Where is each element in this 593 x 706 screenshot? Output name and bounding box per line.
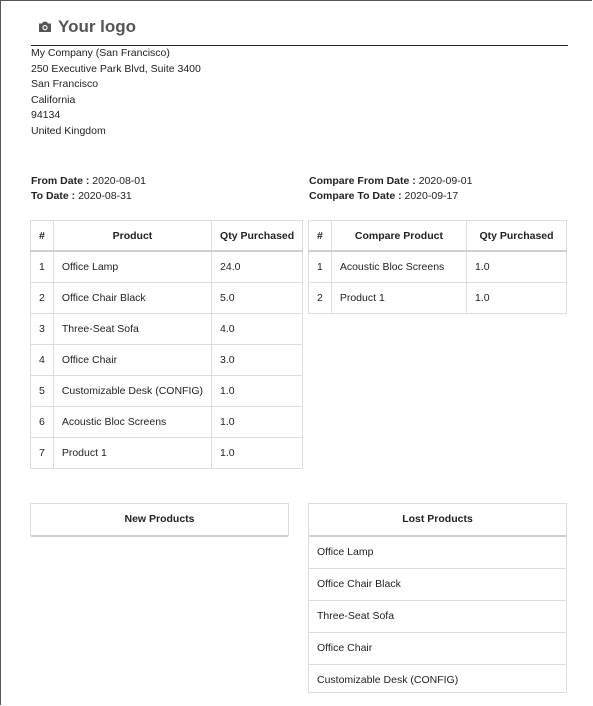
cell-product: Three-Seat Sofa bbox=[53, 314, 211, 345]
column-header-index: # bbox=[309, 221, 332, 252]
cell-index: 7 bbox=[31, 438, 54, 469]
list-item: Three-Seat Sofa bbox=[309, 601, 566, 633]
cell-product: Acoustic Bloc Screens bbox=[53, 407, 211, 438]
cell-index: 4 bbox=[31, 345, 54, 376]
table-row bbox=[31, 251, 303, 283]
compare-to-date-label: Compare To Date : bbox=[309, 190, 402, 202]
cell-index: 1 bbox=[31, 251, 54, 283]
logo-text: Your logo bbox=[58, 17, 137, 36]
list-item: Customizable Desk (CONFIG) bbox=[317, 674, 459, 686]
cell-product: Office Chair Black bbox=[53, 283, 211, 314]
new-products-section bbox=[30, 503, 289, 536]
products-table bbox=[30, 220, 303, 469]
table-row bbox=[309, 251, 567, 283]
column-header-product: Product bbox=[53, 221, 211, 252]
cell-qty: 1.0 bbox=[212, 376, 303, 407]
cell-qty: 4.0 bbox=[212, 314, 303, 345]
column-header-qty: Qty Purchased bbox=[212, 221, 303, 252]
table-row bbox=[31, 376, 303, 407]
cell-qty: 3.0 bbox=[212, 345, 303, 376]
lost-products-section bbox=[308, 503, 567, 693]
company-name: My Company (San Francisco) bbox=[31, 47, 170, 59]
company-logo bbox=[37, 17, 136, 37]
column-header-qty: Qty Purchased bbox=[467, 221, 567, 252]
table-row bbox=[31, 345, 303, 376]
company-address bbox=[31, 46, 201, 139]
address-state: California bbox=[31, 93, 76, 106]
cell-product: Office Chair bbox=[53, 345, 211, 376]
products-table-header bbox=[31, 221, 303, 252]
cell-index: 1 bbox=[309, 251, 332, 283]
compare-table-header bbox=[309, 221, 567, 252]
address-zip: 94134 bbox=[31, 109, 61, 121]
cell-qty: 5.0 bbox=[212, 283, 303, 314]
to-date-label: To Date : bbox=[31, 190, 76, 202]
column-header-index: # bbox=[31, 221, 54, 252]
cell-index: 2 bbox=[309, 283, 332, 314]
table-row bbox=[309, 283, 567, 314]
compare-to-date-value: 2020-09-17 bbox=[404, 190, 459, 202]
cell-qty: 24.0 bbox=[212, 251, 303, 283]
cell-product: Customizable Desk (CONFIG) bbox=[53, 376, 211, 407]
address-street: 250 Executive Park Blvd, Suite 3400 bbox=[31, 62, 201, 75]
cell-index: 3 bbox=[31, 314, 54, 345]
compare-period-dates bbox=[309, 174, 472, 204]
cell-qty: 1.0 bbox=[212, 438, 303, 469]
cell-index: 2 bbox=[31, 283, 54, 314]
table-row bbox=[31, 283, 303, 314]
cell-product: Product 1 bbox=[331, 283, 466, 314]
cell-qty: 1.0 bbox=[467, 283, 567, 314]
list-item: Office Lamp bbox=[309, 537, 566, 569]
from-date-label: From Date : bbox=[31, 175, 90, 187]
cell-product: Acoustic Bloc Screens bbox=[331, 251, 466, 283]
cell-index: 5 bbox=[31, 376, 54, 407]
list-item: Office Chair Black bbox=[309, 569, 566, 601]
period-dates bbox=[31, 174, 146, 204]
new-products-title: New Products bbox=[31, 504, 288, 537]
compare-products-table bbox=[308, 220, 567, 314]
compare-from-date-value: 2020-09-01 bbox=[418, 175, 473, 187]
address-country: United Kingdom bbox=[31, 124, 106, 137]
address-city: San Francisco bbox=[31, 78, 99, 90]
to-date-value: 2020-08-31 bbox=[78, 190, 132, 202]
cell-product: Product 1 bbox=[53, 438, 211, 469]
lost-products-title: Lost Products bbox=[309, 504, 566, 537]
list-item: Office Chair bbox=[309, 633, 566, 665]
cell-qty: 1.0 bbox=[467, 251, 567, 283]
table-row bbox=[31, 407, 303, 438]
cell-index: 6 bbox=[31, 407, 54, 438]
cell-qty: 1.0 bbox=[212, 407, 303, 438]
cell-product: Office Lamp bbox=[53, 251, 211, 283]
table-row bbox=[31, 314, 303, 345]
table-row bbox=[31, 438, 303, 469]
from-date-value: 2020-08-01 bbox=[92, 175, 146, 187]
camera-icon bbox=[37, 19, 53, 35]
column-header-compare-product: Compare Product bbox=[331, 221, 466, 252]
compare-from-date-label: Compare From Date : bbox=[309, 175, 416, 187]
